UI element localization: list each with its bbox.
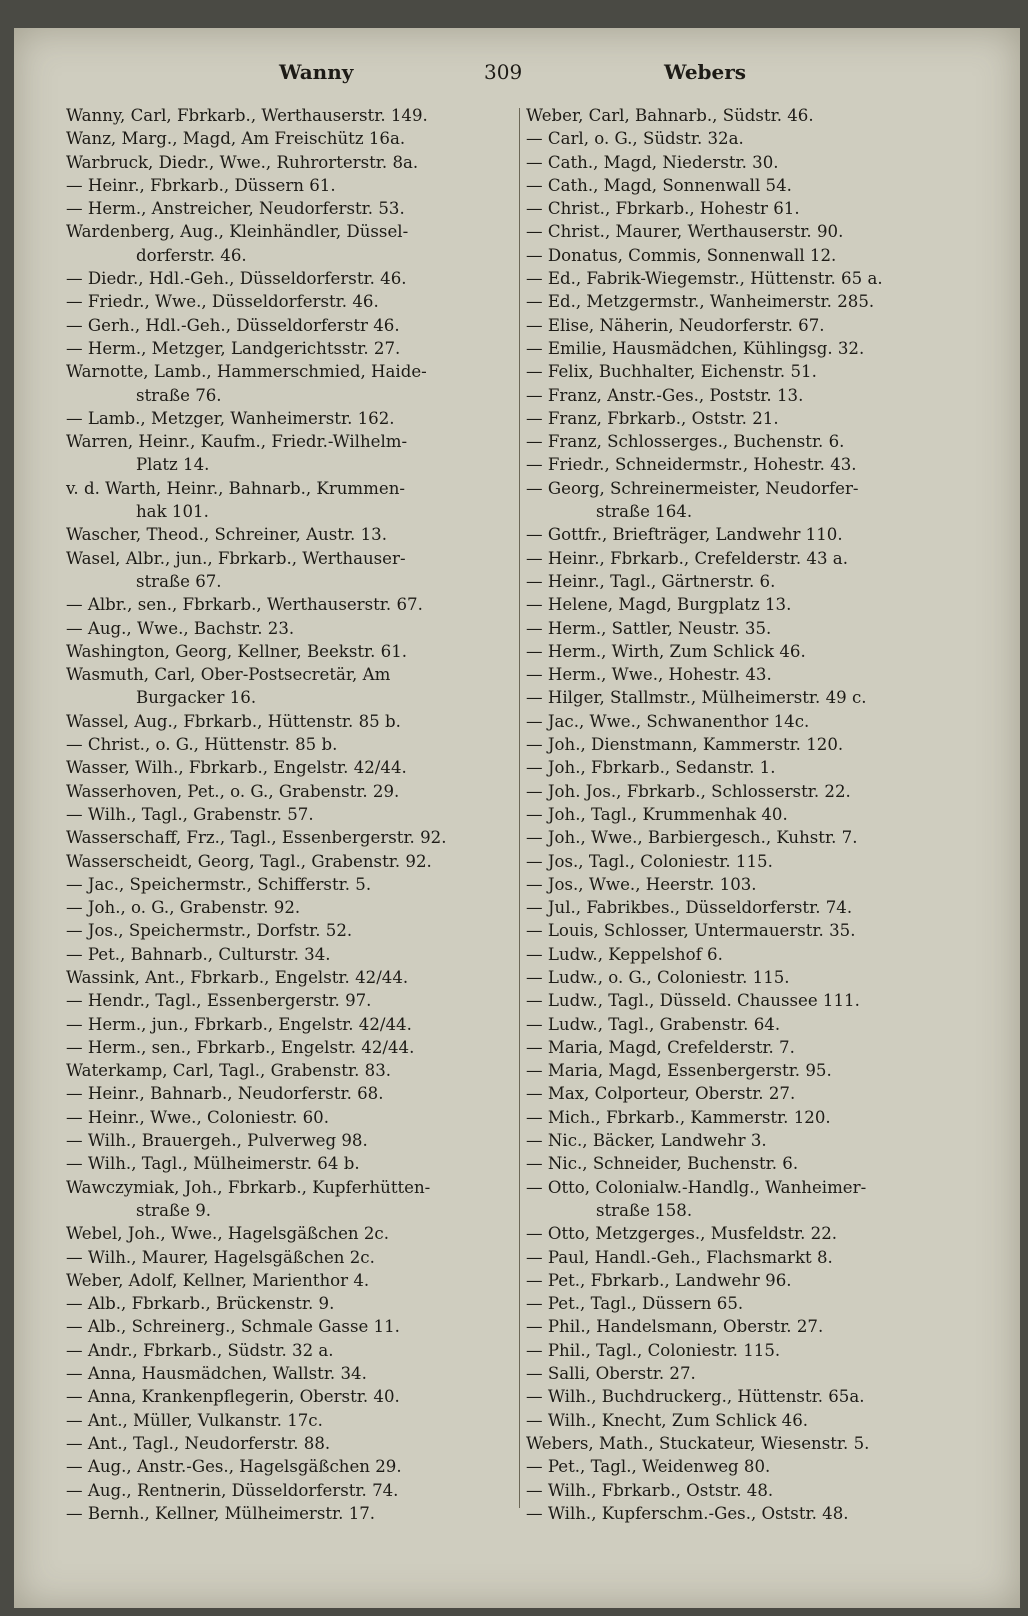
directory-entry-line: Wasel, Albr., jun., Fbrkarb., Werthauser- [66, 548, 406, 568]
directory-entry-line: — Heinr., Tagl., Gärtnerstr. 6. [526, 571, 776, 591]
page-header [14, 60, 1020, 100]
directory-entry-line: straße 76. [136, 385, 222, 405]
directory-entry-line: Waterkamp, Carl, Tagl., Grabenstr. 83. [66, 1061, 392, 1081]
directory-entry-line: — Ed., Metzgermstr., Wanheimerstr. 285. [526, 292, 875, 312]
directory-entry-line: — Joh., Wwe., Barbiergesch., Kuhstr. 7. [526, 828, 858, 848]
page-number: 309 [484, 60, 523, 84]
directory-entry-line: — Phil., Handelsmann, Oberstr. 27. [526, 1317, 824, 1337]
directory-entry-line: — Jul., Fabrikbes., Düsseldorferstr. 74. [526, 898, 853, 918]
directory-entry-line: — Maria, Magd, Essenbergerstr. 95. [526, 1061, 832, 1081]
directory-entry-line: — Paul, Handl.-Geh., Flachsmarkt 8. [526, 1247, 833, 1267]
directory-entry-line: — Joh., Tagl., Krummenhak 40. [526, 804, 788, 824]
directory-entry-line: — Gottfr., Briefträger, Landwehr 110. [526, 525, 843, 545]
directory-entry-line: Wardenberg, Aug., Kleinhändler, Düssel- [66, 222, 409, 242]
directory-entry-line: Wasser, Wilh., Fbrkarb., Engelstr. 42/44. [66, 758, 407, 778]
directory-entry-line: — Wilh., Knecht, Zum Schlick 46. [526, 1410, 809, 1430]
directory-entry-line: — Louis, Schlosser, Untermauerstr. 35. [526, 921, 856, 941]
directory-entry-line: — Herm., Wwe., Hohestr. 43. [526, 665, 772, 685]
directory-entry-line: — Aug., Anstr.-Ges., Hagelsgäßchen 29. [66, 1457, 402, 1477]
directory-entry-line: Warbruck, Diedr., Wwe., Ruhrorterstr. 8a. [66, 152, 419, 172]
directory-entry-line: — Jos., Speichermstr., Dorfstr. 52. [66, 921, 353, 941]
directory-entry-line: — Aug., Wwe., Bachstr. 23. [66, 618, 295, 638]
directory-entry-line: — Franz, Fbrkarb., Oststr. 21. [526, 408, 779, 428]
directory-entry-line: — Wilh., Maurer, Hagelsgäßchen 2c. [66, 1247, 375, 1267]
directory-entry-line: — Ant., Müller, Vulkanstr. 17c. [66, 1410, 323, 1430]
directory-entry-line: — Gerh., Hdl.-Geh., Düsseldorferstr 46. [66, 315, 400, 335]
directory-entry-line: straße 9. [136, 1200, 212, 1220]
directory-entry-line: — Franz, Anstr.-Ges., Poststr. 13. [526, 385, 804, 405]
directory-entry-line: — Ludw., Keppelshof 6. [526, 944, 723, 964]
directory-entry-line: — Ludw., o. G., Coloniestr. 115. [526, 967, 790, 987]
directory-entry-line: Wanny, Carl, Fbrkarb., Werthauserstr. 149. [66, 106, 428, 125]
directory-entry-line: — Andr., Fbrkarb., Südstr. 32 a. [66, 1340, 334, 1360]
column-divider [519, 108, 520, 1508]
directory-entry-line: — Friedr., Wwe., Düsseldorferstr. 46. [66, 292, 379, 312]
directory-entry-line: — Mich., Fbrkarb., Kammerstr. 120. [526, 1107, 831, 1127]
directory-entry-line: — Christ., Maurer, Werthauserstr. 90. [526, 222, 844, 242]
directory-entry-line: — Joh., Dienstmann, Kammerstr. 120. [526, 735, 844, 755]
directory-entry-line: — Emilie, Hausmädchen, Kühlingsg. 32. [526, 338, 865, 358]
directory-entry-line: Wanz, Marg., Magd, Am Freischütz 16a. [66, 129, 406, 149]
directory-entry-line: — Lamb., Metzger, Wanheimerstr. 162. [66, 408, 395, 428]
directory-entry-line: — Jos., Tagl., Coloniestr. 115. [526, 851, 773, 871]
directory-entry-line: — Aug., Rentnerin, Düsseldorferstr. 74. [66, 1480, 399, 1500]
directory-entry-line: hak 101. [136, 502, 209, 522]
directory-entry-line: — Otto, Metzgerges., Musfeldstr. 22. [526, 1224, 838, 1244]
directory-entry-line: — Helene, Magd, Burgplatz 13. [526, 595, 792, 615]
directory-entry-line: — Ludw., Tagl., Grabenstr. 64. [526, 1014, 781, 1034]
directory-entry-line: Warnotte, Lamb., Hammerschmied, Haide- [66, 362, 427, 382]
directory-entry-line: Platz 14. [136, 455, 210, 475]
directory-entry-line: — Herm., sen., Fbrkarb., Engelstr. 42/44. [66, 1037, 415, 1057]
directory-entry-line: — Alb., Fbrkarb., Brückenstr. 9. [66, 1294, 335, 1314]
directory-entry-line: — Georg, Schreinermeister, Neudorfer- [526, 478, 859, 498]
directory-entry-line: — Albr., sen., Fbrkarb., Werthauserstr. 67. [66, 595, 423, 615]
directory-entry-line: — Wilh., Fbrkarb., Oststr. 48. [526, 1480, 774, 1500]
directory-entry-line: Wassink, Ant., Fbrkarb., Engelstr. 42/44. [66, 967, 409, 987]
directory-entry-line: — Wilh., Kupferschm.-Ges., Oststr. 48. [526, 1503, 849, 1523]
directory-entry-line: — Jac., Speichermstr., Schifferstr. 5. [66, 874, 372, 894]
directory-entry-line: — Alb., Schreinerg., Schmale Gasse 11. [66, 1317, 400, 1337]
directory-entry-line: — Herm., Anstreicher, Neudorferstr. 53. [66, 199, 405, 219]
header-right-keyword: Webers [664, 60, 747, 84]
directory-entry-line: — Felix, Buchhalter, Eichenstr. 51. [526, 362, 817, 382]
directory-entry-line: Burgacker 16. [136, 688, 257, 708]
directory-entry-line: — Heinr., Fbrkarb., Crefelderstr. 43 a. [526, 548, 848, 568]
directory-entry-line: — Cath., Magd, Niederstr. 30. [526, 152, 779, 172]
directory-entry-line: — Elise, Näherin, Neudorferstr. 67. [526, 315, 825, 335]
directory-entry-line: Weber, Adolf, Kellner, Marienthor 4. [66, 1270, 370, 1290]
header-left-keyword: Wanny [279, 60, 354, 84]
directory-entry-line: — Diedr., Hdl.-Geh., Düsseldorferstr. 46. [66, 269, 407, 289]
directory-entry-line: — Maria, Magd, Crefelderstr. 7. [526, 1037, 795, 1057]
directory-entry-line: straße 164. [596, 502, 693, 522]
directory-entry-line: Wassel, Aug., Fbrkarb., Hüttenstr. 85 b. [66, 711, 401, 731]
directory-entry-line: — Pet., Tagl., Weidenweg 80. [526, 1457, 771, 1477]
directory-entry-line: — Jos., Wwe., Heerstr. 103. [526, 874, 757, 894]
directory-entry-line: — Carl, o. G., Südstr. 32a. [526, 129, 744, 149]
directory-entry-line: — Heinr., Wwe., Coloniestr. 60. [66, 1107, 330, 1127]
directory-entry-line: straße 67. [136, 571, 222, 591]
directory-entry-line: Wasserschaff, Frz., Tagl., Essenbergerstr. 92. [66, 828, 447, 848]
directory-entry-line: Wawczymiak, Joh., Fbrkarb., Kupferhütten- [66, 1177, 431, 1197]
directory-entry-line: — Otto, Colonialw.-Handlg., Wanheimer- [526, 1177, 867, 1197]
directory-entry-line: — Hendr., Tagl., Essenbergerstr. 97. [66, 991, 372, 1011]
directory-entry-line: — Nic., Schneider, Buchenstr. 6. [526, 1154, 799, 1174]
directory-entry-line: — Heinr., Fbrkarb., Düssern 61. [66, 175, 336, 195]
directory-entry-line: — Pet., Fbrkarb., Landwehr 96. [526, 1270, 792, 1290]
directory-entry-line: v. d. Warth, Heinr., Bahnarb., Krummen- [66, 478, 406, 498]
directory-entry-line: Warren, Heinr., Kaufm., Friedr.-Wilhelm- [66, 432, 408, 452]
directory-entry-line: — Ant., Tagl., Neudorferstr. 88. [66, 1433, 331, 1453]
right-column [526, 104, 996, 1525]
directory-entry-line: Webers, Math., Stuckateur, Wiesenstr. 5. [526, 1433, 870, 1453]
directory-entry-line: — Cath., Magd, Sonnenwall 54. [526, 175, 792, 195]
directory-entry-line: — Wilh., Tagl., Mülheimerstr. 64 b. [66, 1154, 360, 1174]
directory-entry-line: — Wilh., Buchdruckerg., Hüttenstr. 65a. [526, 1387, 865, 1407]
directory-entry-line: — Joh., Fbrkarb., Sedanstr. 1. [526, 758, 776, 778]
directory-entry-line: — Herm., Metzger, Landgerichtsstr. 27. [66, 338, 401, 358]
directory-entry-line: — Bernh., Kellner, Mülheimerstr. 17. [66, 1503, 376, 1523]
directory-entry-line: — Hilger, Stallmstr., Mülheimerstr. 49 c. [526, 688, 867, 708]
directory-entry-line: — Ed., Fabrik-Wiegemstr., Hüttenstr. 65 a. [526, 269, 883, 289]
directory-entry-line: Wascher, Theod., Schreiner, Austr. 13. [66, 525, 387, 545]
directory-entry-line: Wasmuth, Carl, Ober-Postsecretär, Am [66, 665, 391, 685]
directory-entry-line: — Wilh., Tagl., Grabenstr. 57. [66, 804, 314, 824]
left-column [66, 104, 528, 1525]
directory-entry-line: — Pet., Bahnarb., Culturstr. 34. [66, 944, 331, 964]
directory-entry-line: — Herm., Sattler, Neustr. 35. [526, 618, 772, 638]
directory-entry-line: — Joh., o. G., Grabenstr. 92. [66, 898, 301, 918]
directory-entry-line: Webel, Joh., Wwe., Hagelsgäßchen 2c. [66, 1224, 389, 1244]
directory-entry-line: — Salli, Oberstr. 27. [526, 1364, 696, 1384]
directory-entry-line: — Herm., Wirth, Zum Schlick 46. [526, 641, 806, 661]
directory-entry-line: — Heinr., Bahnarb., Neudorferstr. 68. [66, 1084, 384, 1104]
directory-entry-line: — Christ., Fbrkarb., Hohestr 61. [526, 199, 800, 219]
directory-entry-line: — Jac., Wwe., Schwanenthor 14c. [526, 711, 810, 731]
directory-entry-line: — Joh. Jos., Fbrkarb., Schlosserstr. 22. [526, 781, 851, 801]
directory-entry-line: — Franz, Schlosserges., Buchenstr. 6. [526, 432, 845, 452]
directory-entry-line: — Anna, Hausmädchen, Wallstr. 34. [66, 1364, 367, 1384]
directory-entry-line: — Phil., Tagl., Coloniestr. 115. [526, 1340, 781, 1360]
directory-entry-line: — Christ., o. G., Hüttenstr. 85 b. [66, 735, 338, 755]
directory-entry-line: — Wilh., Brauergeh., Pulverweg 98. [66, 1131, 368, 1151]
directory-entry-line: — Pet., Tagl., Düssern 65. [526, 1294, 744, 1314]
directory-entry-line: — Max, Colporteur, Oberstr. 27. [526, 1084, 796, 1104]
directory-entry-line: dorferstr. 46. [136, 245, 247, 265]
directory-entry-line: — Anna, Krankenpflegerin, Oberstr. 40. [66, 1387, 400, 1407]
directory-entry-line: — Herm., jun., Fbrkarb., Engelstr. 42/44. [66, 1014, 412, 1034]
directory-entry-line: Wasserhoven, Pet., o. G., Grabenstr. 29. [66, 781, 400, 801]
directory-entry-line: Wasserscheidt, Georg, Tagl., Grabenstr. 92. [66, 851, 432, 871]
directory-entry-line: — Donatus, Commis, Sonnenwall 12. [526, 245, 837, 265]
directory-page [14, 28, 1020, 1608]
directory-entry-line: — Nic., Bäcker, Landwehr 3. [526, 1131, 767, 1151]
directory-entry-line: Washington, Georg, Kellner, Beekstr. 61. [66, 641, 408, 661]
directory-entry-line: — Friedr., Schneidermstr., Hohestr. 43. [526, 455, 857, 475]
directory-entry-line: straße 158. [596, 1200, 693, 1220]
directory-entry-line: Weber, Carl, Bahnarb., Südstr. 46. [526, 106, 814, 125]
directory-entry-line: — Ludw., Tagl., Düsseld. Chaussee 111. [526, 991, 860, 1011]
